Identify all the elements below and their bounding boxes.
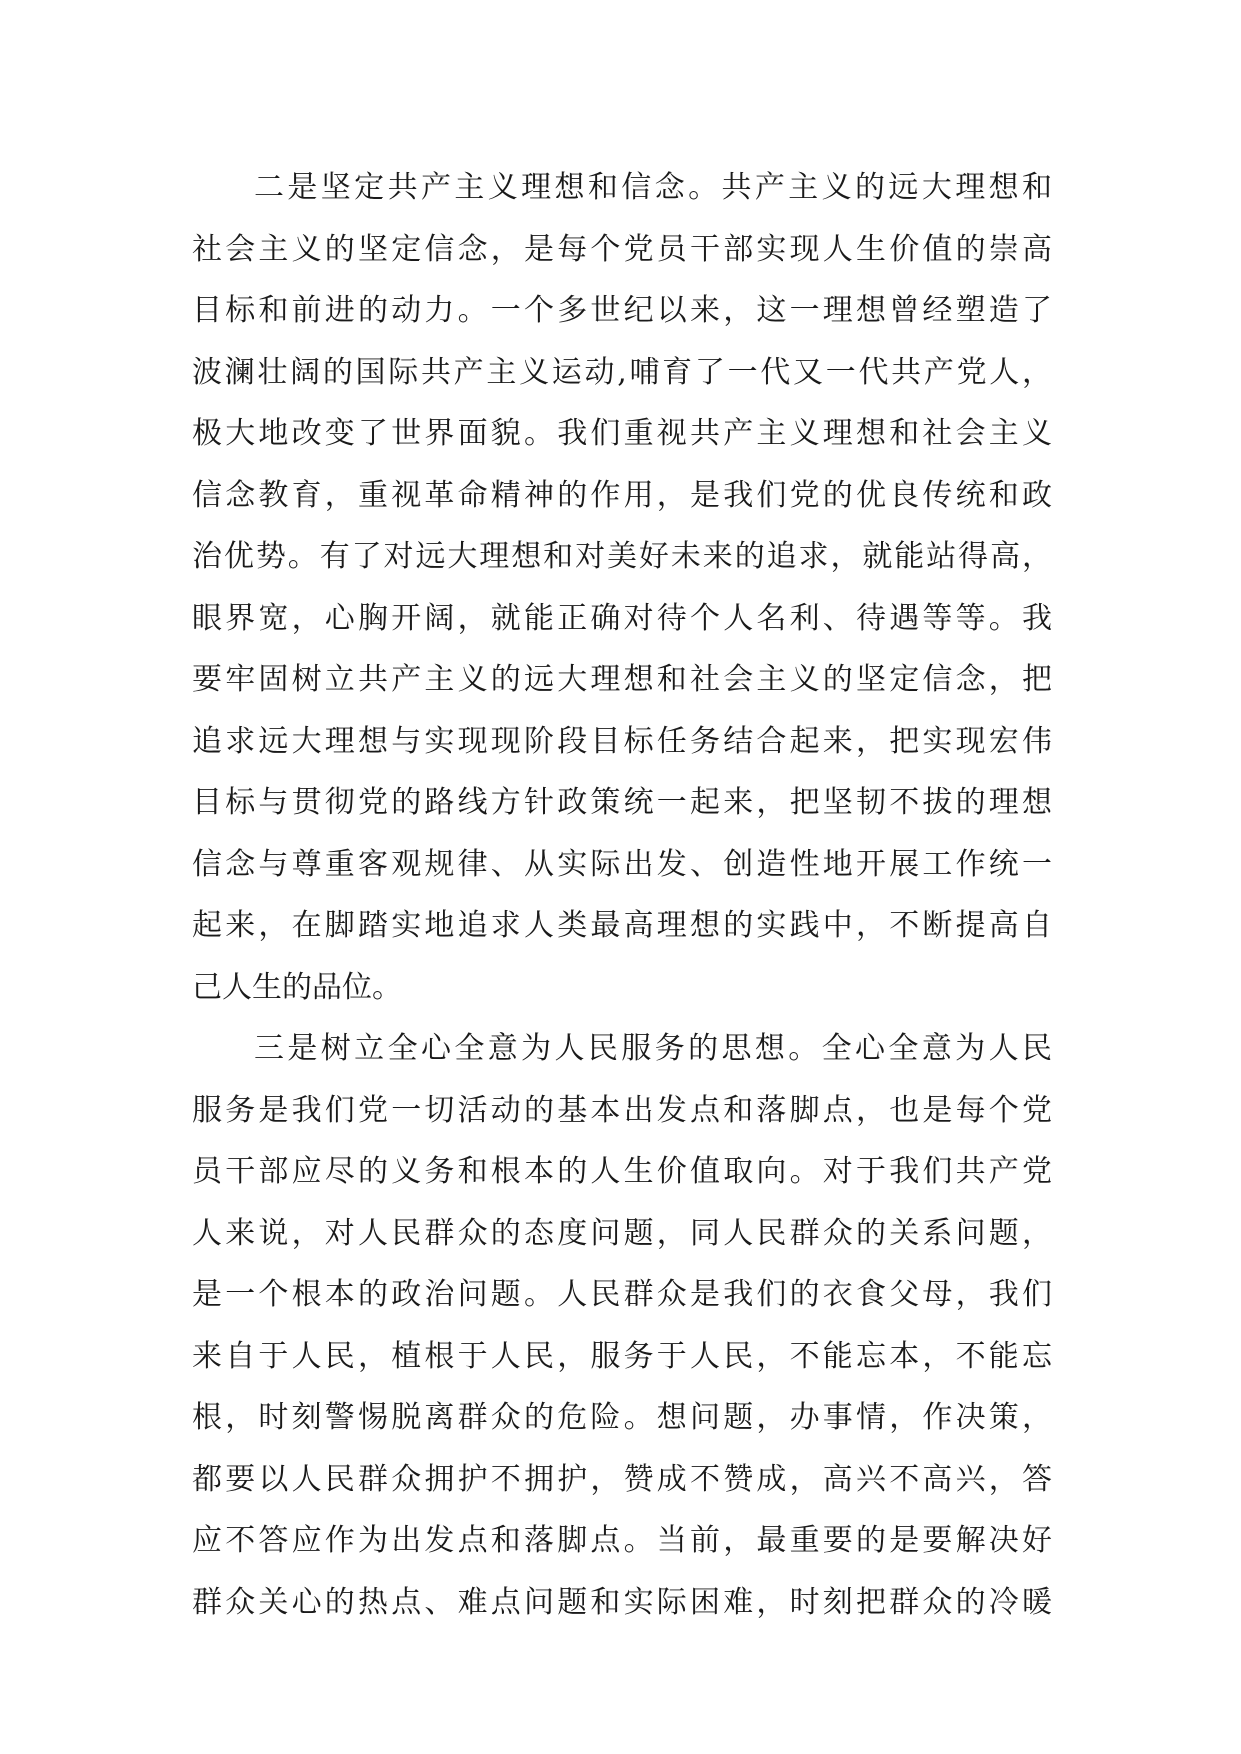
paragraph-serve-people — [192, 1018, 1052, 1633]
text-line: 波澜壮阔的国际共产主义运动,哺育了一代又一代共产党人， — [192, 354, 1052, 390]
text-line: 要牢固树立共产主义的远大理想和社会主义的坚定信念，把 — [192, 662, 1052, 697]
text-line: 治优势。有了对远大理想和对美好未来的追求，就能站得高， — [192, 539, 1052, 574]
text-line: 是一个根本的政治问题。人民群众是我们的衣食父母，我们 — [192, 1277, 1052, 1312]
text-line: 目标和前进的动力。一个多世纪以来，这一理想曾经塑造了 — [192, 293, 1052, 328]
paragraph-ideals — [192, 157, 1052, 1018]
text-line: 来自于人民，植根于人民，服务于人民，不能忘本，不能忘 — [192, 1338, 1052, 1374]
text-line: 人来说，对人民群众的态度问题，同人民群众的关系问题， — [192, 1215, 1052, 1251]
text-line: 己人生的品位。 — [192, 969, 402, 1005]
text-line: 追求远大理想与实现现阶段目标任务结合起来，把实现宏伟 — [192, 723, 1052, 759]
text-line: 眼界宽，心胸开阔，就能正确对待个人名利、待遇等等。我 — [192, 600, 1052, 636]
text-line: 极大地改变了世界面貌。我们重视共产主义理想和社会主义 — [192, 416, 1052, 451]
text-line: 信念与尊重客观规律、从实际出发、创造性地开展工作统一 — [192, 846, 1052, 882]
text-line: 起来，在脚踏实地追求人类最高理想的实践中，不断提高自 — [192, 908, 1052, 943]
text-line: 社会主义的坚定信念，是每个党员干部实现人生价值的崇高 — [192, 231, 1052, 267]
text-line: 应不答应作为出发点和落脚点。当前，最重要的是要解决好 — [192, 1523, 1052, 1558]
text-line: 都要以人民群众拥护不拥护，赞成不赞成，高兴不高兴，答 — [192, 1461, 1052, 1497]
text-line: 目标与贯彻党的路线方针政策统一起来，把坚韧不拔的理想 — [192, 785, 1052, 820]
text-line: 信念教育，重视革命精神的作用，是我们党的优良传统和政 — [192, 477, 1052, 513]
text-line: 二是坚定共产主义理想和信念。共产主义的远大理想和 — [254, 170, 1052, 205]
text-line: 服务是我们党一切活动的基本出发点和落脚点，也是每个党 — [192, 1092, 1052, 1128]
text-line: 群众关心的热点、难点问题和实际困难，时刻把群众的冷暖 — [192, 1584, 1052, 1620]
text-line: 根，时刻警惕脱离群众的危险。想问题，办事情，作决策， — [192, 1400, 1052, 1435]
text-line: 三是树立全心全意为人民服务的思想。全心全意为人民 — [254, 1031, 1052, 1066]
document-body — [192, 157, 1052, 1633]
text-line: 员干部应尽的义务和根本的人生价值取向。对于我们共产党 — [192, 1154, 1052, 1189]
